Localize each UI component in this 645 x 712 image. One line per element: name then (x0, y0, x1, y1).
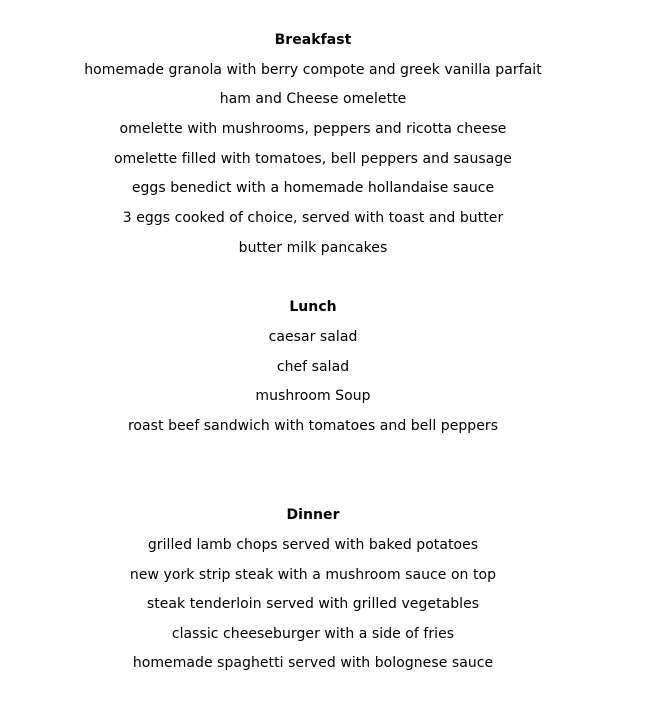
lunch-item: mushroom Soup (255, 388, 371, 404)
lunch-heading: Lunch (289, 299, 337, 315)
dinner-item: steak tenderloin served with grilled vegetables (146, 596, 480, 612)
lunch-item: roast beef sandwich with tomatoes and bell peppers (127, 418, 499, 434)
lunch-item: caesar salad (268, 329, 358, 345)
dinner-item: classic cheeseburger with a side of fries (171, 626, 455, 642)
dinner-item: new york strip steak with a mushroom sauce on top (129, 567, 497, 583)
dinner-heading: Dinner (286, 507, 340, 523)
lunch-item: chef salad (276, 359, 350, 375)
breakfast-heading: Breakfast (274, 32, 352, 48)
dinner-item: grilled lamb chops served with baked potatoes (147, 537, 479, 553)
dinner-item: homemade spaghetti served with bolognese sauce (132, 655, 494, 671)
breakfast-item: homemade granola with berry compote and greek vanilla parfait (84, 62, 542, 78)
breakfast-item: ham and Cheese omelette (219, 91, 407, 107)
breakfast-item: omelette filled with tomatoes, bell peppers and sausage (114, 151, 512, 167)
breakfast-item: eggs benedict with a homemade hollandaise sauce (131, 180, 495, 196)
breakfast-item: butter milk pancakes (238, 240, 388, 256)
breakfast-item: omelette with mushrooms, peppers and ricotta cheese (119, 121, 507, 137)
breakfast-item: 3 eggs cooked of choice, served with toast and butter (122, 210, 504, 226)
